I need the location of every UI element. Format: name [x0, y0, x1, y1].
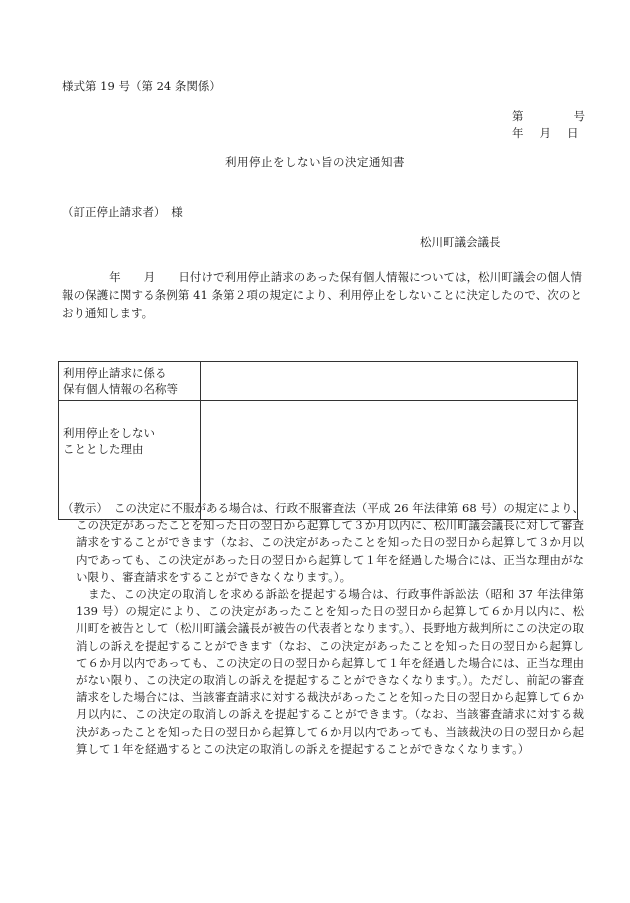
body-paragraph: [62, 268, 582, 322]
document-number-suffix: 号: [573, 109, 585, 123]
table-label-cell: [59, 362, 201, 401]
table-row: [59, 362, 578, 401]
info-table: [58, 361, 578, 520]
addressee: （訂正停止請求者） 様: [62, 205, 183, 219]
row1-label-line2: 保有個人情報の名称等: [63, 382, 178, 396]
date-month: 月: [539, 126, 551, 140]
note-instruction: （教示） この決定に不服がある場合は、行政不服審査法（平成 26 年法律第 68 号）の規定により、この決定があったことを知った日の翌日から起算して３か月以内に、松川町議会議長に対して審査請求をすることができます（なお、この決定があったことを知った日の翌日から起算して３か月以内であっても、この決定があった日の翌日から起算して１年を経過した場合には、正当な理由がない限り、審査請求をすることができなくなります。）。: [62, 501, 584, 584]
notes-section: [62, 500, 584, 758]
note-lawsuit: また、この決定の取消しを求める訴訟を提起する場合は、行政事件訴訟法（昭和 37 年法律第 139 号）の規定により、この決定があったことを知った日の翌日から起算して６か月以内に、松川町を被告として（松川町議会議長が被告の代表者となります。）、長野地方裁判所にこの決定の取消しの訴えを提起することができます（なお、この決定があったことを知った日の翌日から起算して６か月以内であっても、この決定の日の翌日から起算して１年を経過した場合には、正当な理由がない限り、この決定の取消しの訴えを提起することができなくなります。）。ただし、前記の審査請求をした場合には、当該審査請求に対する裁決があったことを知った日の翌日から起算して６か月以内に、この決定の取消しの訴えを提起することができます。（なお、当該審査請求に対する裁決があったことを知った日の翌日から起算して６か月以内であっても、当該裁決の日の翌日から起算して１年を経過するとこの決定の取消しの訴えを提起することができなくなります。）: [76, 587, 584, 756]
row2-label-line2: こととした理由: [63, 442, 144, 456]
date-day: 日: [567, 126, 579, 140]
document-number-prefix: 第: [512, 109, 524, 123]
table-value-cell: [201, 362, 578, 401]
row2-label-line1: 利用停止をしない: [63, 426, 155, 440]
date-year: 年: [512, 126, 524, 140]
document-number: [512, 108, 585, 124]
sender: 松川町議会議長: [420, 235, 501, 249]
document-title: 利用停止をしない旨の決定通知書: [225, 155, 405, 169]
form-number: 様式第 19 号（第 24 条関係）: [62, 79, 221, 93]
body-text: 年 月 日付けで利用停止請求のあった保有個人情報については，松川町議会の個人情報の保護に関する条例第 41 条第２項の規定により、利用停止をしないことに決定したので、次のとおり通知します。: [62, 270, 582, 320]
document-date: [512, 125, 579, 141]
row1-label-line1: 利用停止請求に係る: [63, 366, 167, 380]
